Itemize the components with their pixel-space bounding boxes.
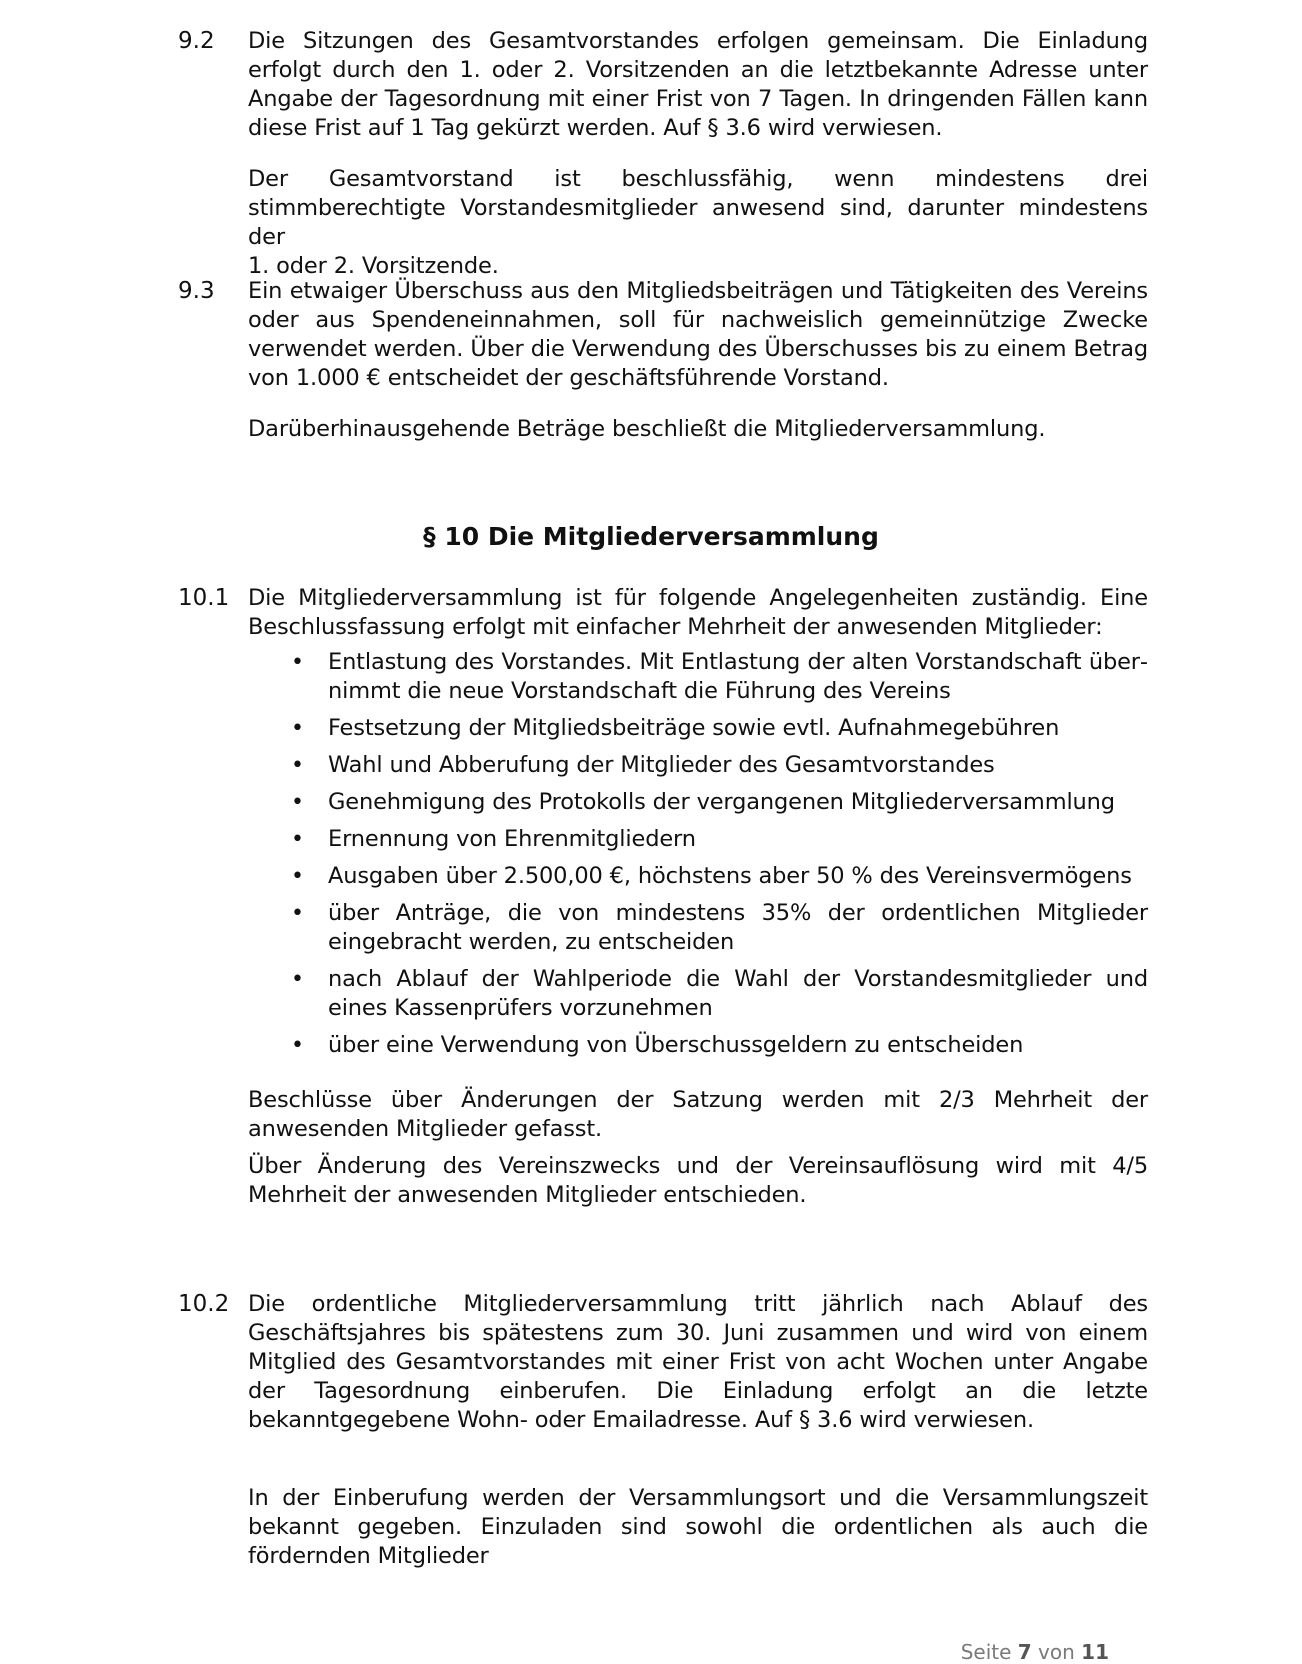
clause-text: [248, 165, 1148, 281]
paragraph: Die Sitzungen des Gesamtvorstandes erfolgen gemeinsam. Die Einladung erfolgt durch den 1. oder 2. Vorsitzenden an die letztbekannte Adresse unter Angabe der Tagesordnung mit einer Frist von 7 Tagen. In dringenden Fällen kann diese Frist auf 1 Tag gekürzt werden. Auf § 3.6 wird verwiesen.: [248, 28, 1148, 141]
clause-text: [248, 1290, 1148, 1435]
total-page-number: 11: [1081, 1640, 1109, 1664]
paragraph-line: 1. oder 2. Vorsitzende.: [248, 253, 499, 279]
paragraph: Beschlüsse über Änderungen der Satzung werden mit 2/3 Mehrheit der anwesenden Mitglieder gefasst.: [248, 1087, 1148, 1142]
clause-number: 9.2: [178, 28, 215, 54]
clause-text: [248, 27, 1148, 143]
page-separator: von: [1038, 1640, 1075, 1664]
bullet-icon: •: [291, 753, 304, 778]
list-item: [248, 899, 1148, 957]
clause-text: [248, 584, 1148, 642]
clause-text: [248, 1484, 1148, 1569]
list-item: [248, 751, 1148, 780]
list-item: [248, 1031, 1148, 1060]
list-item-text: Entlastung des Vorstandes. Mit Entlastung der alten Vorstandschaft übernimmt die neue Vorstandschaft die Führung des Vereins: [328, 649, 1148, 704]
paragraph: Die Mitgliederversammlung ist für folgende Angelegenheiten zuständig. Eine Beschlussfassung erfolgt mit einfacher Mehrheit der anwesenden Mitglieder:: [248, 585, 1148, 640]
page-label: Seite: [960, 1640, 1012, 1664]
section-heading: § 10 Die Mitgliederversammlung: [423, 522, 879, 551]
clause-text: [248, 415, 1148, 444]
list-item-text: Festsetzung der Mitgliedsbeiträge sowie evtl. Aufnahmegebühren: [328, 715, 1060, 741]
list-item-text: nach Ablauf der Wahlperiode die Wahl der Vorstandesmitglieder und eines Kassenprüfers vorzunehmen: [328, 966, 1148, 1021]
paragraph-line: Der Gesamtvorstand ist beschlussfähig, wenn mindestens drei stimmberechtigte Vorstandesmitglieder anwesend sind, darunter mindestens der: [248, 166, 1148, 250]
list-item: [248, 825, 1148, 854]
list-item: [248, 862, 1148, 891]
list-item-text: Ernennung von Ehrenmitgliedern: [328, 826, 696, 852]
page-footer: [961, 1640, 1109, 1664]
list-item: [248, 648, 1148, 706]
clause-text: [248, 1152, 1148, 1210]
bullet-icon: •: [291, 864, 304, 889]
current-page-number: 7: [1017, 1640, 1032, 1664]
clause-text: [248, 277, 1148, 393]
list-item-text: über Anträge, die von mindestens 35% der ordentlichen Mitglieder eingebracht werden, zu entscheiden: [328, 900, 1148, 955]
paragraph: Ein etwaiger Überschuss aus den Mitgliedsbeiträgen und Tätigkeiten des Vereins oder aus Spendeneinnahmen, soll für nachweislich gemeinnützige Zwecke verwendet werden. Über die Verwendung des Überschusses bis zu einem Betrag von 1.000 € entscheidet der geschäftsführende Vorstand.: [248, 278, 1148, 391]
clause-number: 9.3: [178, 278, 215, 304]
paragraph: Darüberhinausgehende Beträge beschließt die Mitgliederversammlung.: [248, 416, 1046, 442]
responsibilities-list: [248, 648, 1148, 1068]
bullet-icon: •: [291, 901, 304, 926]
clause-text: [248, 1086, 1148, 1144]
paragraph: Über Änderung des Vereinszwecks und der Vereinsauflösung wird mit 4/5 Mehrheit der anwesenden Mitglieder entschieden.: [248, 1153, 1148, 1208]
list-item-text: über eine Verwendung von Überschussgeldern zu entscheiden: [328, 1032, 1024, 1058]
list-item: [248, 788, 1148, 817]
bullet-icon: •: [291, 650, 304, 675]
bullet-icon: •: [291, 1033, 304, 1058]
list-item-text: Wahl und Abberufung der Mitglieder des Gesamtvorstandes: [328, 752, 995, 778]
list-item-text: Genehmigung des Protokolls der vergangenen Mitgliederversammlung: [328, 789, 1115, 815]
list-item: [248, 714, 1148, 743]
paragraph: Die ordentliche Mitgliederversammlung tritt jährlich nach Ablauf des Geschäftsjahres bis spätestens zum 30. Juni zusammen und wird von einem Mitglied des Gesamtvorstandes mit einer Frist von acht Wochen unter Angabe der Tagesordnung einberufen. Die Einladung erfolgt an die letzte bekanntgegebene Wohn- oder Emailadresse. Auf § 3.6 wird verwiesen.: [248, 1291, 1148, 1433]
clause-number: 10.1: [178, 585, 230, 611]
clause-number: 10.2: [178, 1291, 230, 1317]
bullet-icon: •: [291, 716, 304, 741]
bullet-icon: •: [291, 827, 304, 852]
list-item: [248, 965, 1148, 1023]
paragraph: In der Einberufung werden der Versammlungsort und die Versammlungszeit bekannt gegeben. Einzuladen sind sowohl die ordentlichen als auch die fördernden Mitglieder: [248, 1485, 1148, 1569]
bullet-icon: •: [291, 967, 304, 992]
bullet-icon: •: [291, 790, 304, 815]
list-item-text: Ausgaben über 2.500,00 €, höchstens aber 50 % des Vereinsvermögens: [328, 863, 1132, 889]
